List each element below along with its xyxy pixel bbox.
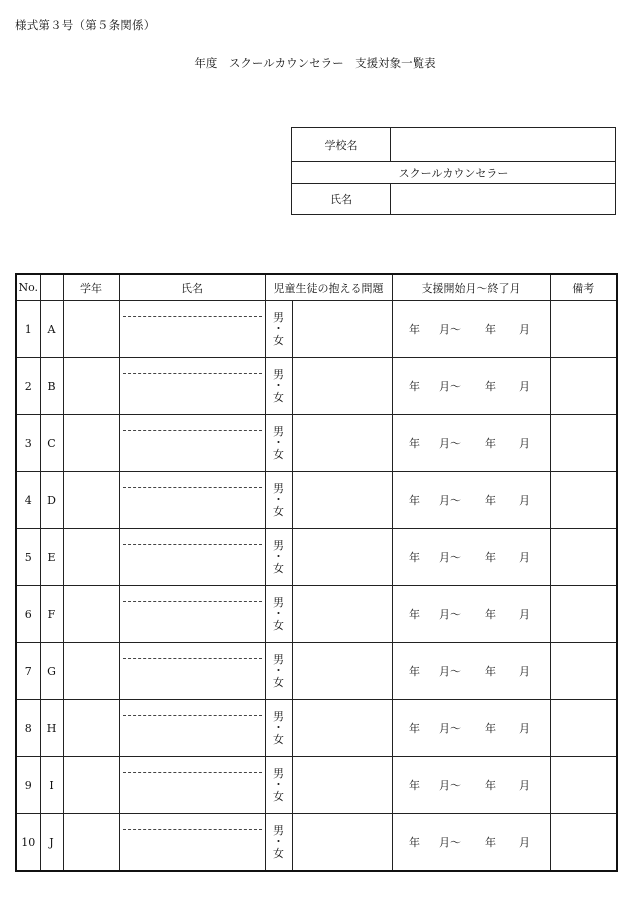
issue-cell[interactable] — [292, 757, 392, 814]
row-number: 5 — [16, 529, 40, 586]
period-start-month: 月～ — [439, 494, 461, 507]
row-number: 2 — [16, 358, 40, 415]
period-end-year: 年 — [485, 323, 496, 336]
document-title: 年度 スクールカウンセラー 支援対象一覧表 — [194, 56, 436, 70]
remarks-cell[interactable] — [550, 814, 617, 872]
period-end-month: 月 — [519, 380, 530, 393]
sex-female: 女 — [273, 732, 284, 746]
furigana-dashed-line — [123, 544, 262, 545]
school-name-label: 学校名 — [292, 128, 391, 162]
period-end-month: 月 — [519, 437, 530, 450]
period-cell[interactable] — [392, 529, 550, 586]
period-cell[interactable] — [392, 814, 550, 872]
sex-male: 男 — [273, 823, 284, 837]
period-end-month: 月 — [519, 608, 530, 621]
remarks-cell[interactable] — [550, 358, 617, 415]
period-start-year: 年 — [409, 608, 420, 621]
counselor-label: スクールカウンセラー — [292, 162, 616, 184]
grade-cell[interactable] — [63, 586, 119, 643]
col-header-remarks: 備考 — [550, 274, 617, 301]
grade-cell[interactable] — [63, 301, 119, 358]
period-start-year: 年 — [409, 380, 420, 393]
table-row — [16, 358, 617, 415]
sex-female: 女 — [273, 333, 284, 347]
furigana-dashed-line — [123, 316, 262, 317]
sex-cell[interactable] — [265, 301, 292, 358]
sex-female: 女 — [273, 618, 284, 632]
period-start-month: 月～ — [439, 665, 461, 678]
remarks-cell[interactable] — [550, 415, 617, 472]
sex-separator: ・ — [273, 550, 284, 564]
sex-male: 男 — [273, 424, 284, 438]
row-code: C — [40, 415, 63, 472]
table-row — [16, 643, 617, 700]
row-code: H — [40, 700, 63, 757]
furigana-dashed-line — [123, 373, 262, 374]
issue-cell[interactable] — [292, 529, 392, 586]
period-end-month: 月 — [519, 323, 530, 336]
sex-cell[interactable] — [265, 472, 292, 529]
period-cell[interactable] — [392, 301, 550, 358]
sex-female: 女 — [273, 390, 284, 404]
table-row — [16, 301, 617, 358]
sex-male: 男 — [273, 367, 284, 381]
period-start-year: 年 — [409, 437, 420, 450]
table-header-row — [16, 274, 617, 301]
student-name-cell[interactable] — [119, 472, 265, 529]
period-end-year: 年 — [485, 437, 496, 450]
period-end-year: 年 — [485, 665, 496, 678]
student-name-cell[interactable] — [119, 586, 265, 643]
sex-male: 男 — [273, 652, 284, 666]
sex-female: 女 — [273, 561, 284, 575]
period-start-year: 年 — [409, 323, 420, 336]
table-row — [16, 586, 617, 643]
remarks-cell[interactable] — [550, 586, 617, 643]
school-name-field[interactable] — [391, 128, 616, 162]
row-number: 10 — [16, 814, 40, 872]
period-start-year: 年 — [409, 665, 420, 678]
row-number: 3 — [16, 415, 40, 472]
grade-cell[interactable] — [63, 700, 119, 757]
counselor-name-label: 氏名 — [292, 184, 391, 215]
grade-cell[interactable] — [63, 358, 119, 415]
sex-separator: ・ — [273, 721, 284, 735]
row-code: J — [40, 814, 63, 872]
period-start-year: 年 — [409, 551, 420, 564]
student-name-cell[interactable] — [119, 415, 265, 472]
sex-separator: ・ — [273, 493, 284, 507]
sex-cell[interactable] — [265, 643, 292, 700]
furigana-dashed-line — [123, 601, 262, 602]
period-start-year: 年 — [409, 836, 420, 849]
period-cell[interactable] — [392, 472, 550, 529]
support-target-table — [15, 273, 618, 872]
issue-cell[interactable] — [292, 814, 392, 872]
sex-cell[interactable] — [265, 529, 292, 586]
col-header-period: 支援開始月～終了月 — [392, 274, 550, 301]
row-number: 1 — [16, 301, 40, 358]
period-end-year: 年 — [485, 608, 496, 621]
grade-cell[interactable] — [63, 529, 119, 586]
row-number: 9 — [16, 757, 40, 814]
period-end-year: 年 — [485, 779, 496, 792]
sex-female: 女 — [273, 675, 284, 689]
period-cell[interactable] — [392, 586, 550, 643]
remarks-cell[interactable] — [550, 529, 617, 586]
form-number: 様式第３号（第５条関係） — [15, 18, 156, 32]
student-name-cell[interactable] — [119, 814, 265, 872]
row-code: A — [40, 301, 63, 358]
school-info-box — [291, 127, 616, 215]
remarks-cell[interactable] — [550, 643, 617, 700]
furigana-dashed-line — [123, 829, 262, 830]
table-row — [16, 529, 617, 586]
sex-female: 女 — [273, 789, 284, 803]
student-name-cell[interactable] — [119, 643, 265, 700]
col-header-code — [40, 274, 63, 301]
table-row — [16, 757, 617, 814]
period-end-month: 月 — [519, 722, 530, 735]
col-header-grade: 学年 — [63, 274, 119, 301]
sex-separator: ・ — [273, 664, 284, 678]
period-start-month: 月～ — [439, 437, 461, 450]
period-cell[interactable] — [392, 358, 550, 415]
period-end-year: 年 — [485, 494, 496, 507]
sex-separator: ・ — [273, 607, 284, 621]
row-number: 7 — [16, 643, 40, 700]
counselor-name-field[interactable] — [391, 184, 616, 215]
period-end-year: 年 — [485, 836, 496, 849]
student-name-cell[interactable] — [119, 757, 265, 814]
issue-cell[interactable] — [292, 415, 392, 472]
issue-cell[interactable] — [292, 700, 392, 757]
row-number: 8 — [16, 700, 40, 757]
sex-cell[interactable] — [265, 415, 292, 472]
period-start-month: 月～ — [439, 608, 461, 621]
period-start-month: 月～ — [439, 323, 461, 336]
grade-cell[interactable] — [63, 757, 119, 814]
period-start-year: 年 — [409, 722, 420, 735]
period-end-month: 月 — [519, 494, 530, 507]
sex-separator: ・ — [273, 835, 284, 849]
student-name-cell[interactable] — [119, 358, 265, 415]
grade-cell[interactable] — [63, 415, 119, 472]
furigana-dashed-line — [123, 430, 262, 431]
grade-cell[interactable] — [63, 472, 119, 529]
issue-cell[interactable] — [292, 643, 392, 700]
row-code: D — [40, 472, 63, 529]
table-row — [16, 814, 617, 872]
sex-cell[interactable] — [265, 814, 292, 872]
sex-male: 男 — [273, 595, 284, 609]
furigana-dashed-line — [123, 658, 262, 659]
row-code: I — [40, 757, 63, 814]
grade-cell[interactable] — [63, 814, 119, 872]
row-code: E — [40, 529, 63, 586]
period-end-month: 月 — [519, 779, 530, 792]
period-start-year: 年 — [409, 779, 420, 792]
period-end-year: 年 — [485, 551, 496, 564]
remarks-cell[interactable] — [550, 757, 617, 814]
period-end-year: 年 — [485, 722, 496, 735]
issue-cell[interactable] — [292, 586, 392, 643]
remarks-cell[interactable] — [550, 301, 617, 358]
sex-female: 女 — [273, 447, 284, 461]
sex-female: 女 — [273, 504, 284, 518]
period-start-month: 月～ — [439, 722, 461, 735]
sex-cell[interactable] — [265, 757, 292, 814]
period-cell[interactable] — [392, 757, 550, 814]
period-start-month: 月～ — [439, 779, 461, 792]
period-cell[interactable] — [392, 415, 550, 472]
period-end-year: 年 — [485, 380, 496, 393]
period-cell[interactable] — [392, 643, 550, 700]
period-start-month: 月～ — [439, 551, 461, 564]
row-code: F — [40, 586, 63, 643]
sex-cell[interactable] — [265, 358, 292, 415]
student-name-cell[interactable] — [119, 301, 265, 358]
furigana-dashed-line — [123, 715, 262, 716]
issue-cell[interactable] — [292, 358, 392, 415]
sex-male: 男 — [273, 538, 284, 552]
student-name-cell[interactable] — [119, 529, 265, 586]
furigana-dashed-line — [123, 772, 262, 773]
grade-cell[interactable] — [63, 643, 119, 700]
student-name-cell[interactable] — [119, 700, 265, 757]
sex-male: 男 — [273, 481, 284, 495]
row-code: B — [40, 358, 63, 415]
furigana-dashed-line — [123, 487, 262, 488]
col-header-issue: 児童生徒の抱える問題 — [265, 274, 392, 301]
period-start-year: 年 — [409, 494, 420, 507]
table-row — [16, 415, 617, 472]
table-row — [16, 472, 617, 529]
col-header-name: 氏名 — [119, 274, 265, 301]
sex-male: 男 — [273, 310, 284, 324]
row-number: 6 — [16, 586, 40, 643]
issue-cell[interactable] — [292, 301, 392, 358]
remarks-cell[interactable] — [550, 700, 617, 757]
sex-female: 女 — [273, 846, 284, 860]
sex-male: 男 — [273, 766, 284, 780]
sex-separator: ・ — [273, 379, 284, 393]
sex-separator: ・ — [273, 322, 284, 336]
row-number: 4 — [16, 472, 40, 529]
period-cell[interactable] — [392, 700, 550, 757]
issue-cell[interactable] — [292, 472, 392, 529]
sex-cell[interactable] — [265, 700, 292, 757]
sex-separator: ・ — [273, 778, 284, 792]
sex-male: 男 — [273, 709, 284, 723]
remarks-cell[interactable] — [550, 472, 617, 529]
sex-separator: ・ — [273, 436, 284, 450]
row-code: G — [40, 643, 63, 700]
period-end-month: 月 — [519, 836, 530, 849]
period-end-month: 月 — [519, 551, 530, 564]
sex-cell[interactable] — [265, 586, 292, 643]
table-row — [16, 700, 617, 757]
period-start-month: 月～ — [439, 380, 461, 393]
period-start-month: 月～ — [439, 836, 461, 849]
period-end-month: 月 — [519, 665, 530, 678]
col-header-no: No. — [16, 274, 40, 301]
